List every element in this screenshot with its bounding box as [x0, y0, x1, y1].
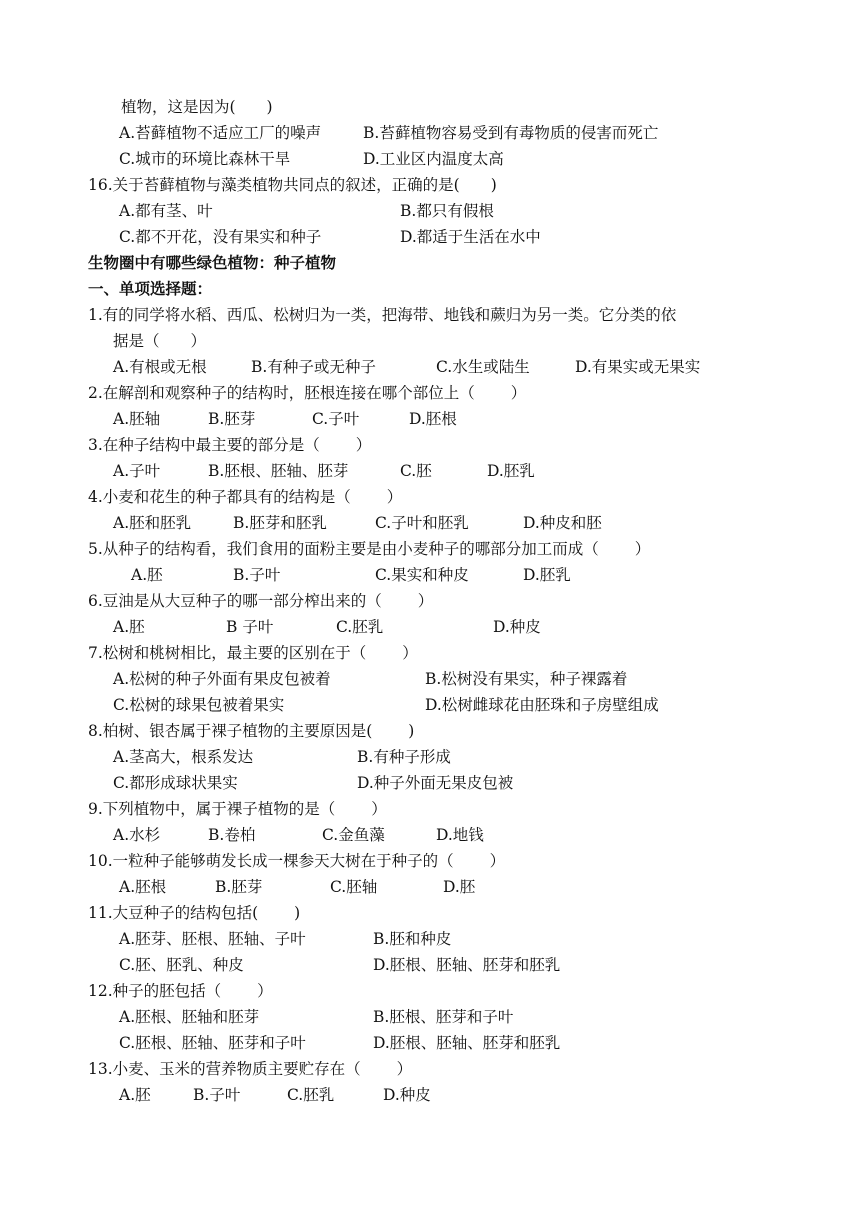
q5-option-d: D.胚乳	[523, 566, 571, 584]
q2-option-a: A.胚轴	[113, 410, 161, 428]
q13-option-d: D.种皮	[383, 1086, 431, 1104]
q15-option-d: D.工业区内温度太高	[363, 150, 504, 168]
q2-stem: 2.在解剖和观察种子的结构时，胚根连接在哪个部位上（ ）	[88, 384, 527, 402]
q5-stem: 5.从种子的结构看，我们食用的面粉主要是由小麦种子的哪部分加工而成（ ）	[88, 540, 651, 558]
section-title: 生物圈中有哪些绿色植物：种子植物	[88, 254, 337, 272]
q12-option-c: C.胚根、胚轴、胚芽和子叶	[119, 1034, 306, 1052]
q16-stem: 16.关于苔藓植物与藻类植物共同点的叙述，正确的是( )	[88, 176, 497, 194]
q15-option-b: B.苔藓植物容易受到有毒物质的侵害而死亡	[363, 124, 659, 142]
q12-option-a: A.胚根、胚轴和胚芽	[119, 1008, 260, 1026]
q8-option-d: D.种子外面无果皮包被	[357, 774, 514, 792]
q10-option-d: D.胚	[443, 878, 476, 896]
q6-option-a: A.胚	[113, 618, 145, 636]
q4-option-b: B.胚芽和胚乳	[233, 514, 327, 532]
q2-option-d: D.胚根	[409, 410, 457, 428]
q13-option-b: B.子叶	[193, 1086, 241, 1104]
q8-option-b: B.有种子形成	[357, 748, 451, 766]
q1-stem: 1.有的同学将水稻、西瓜、松树归为一类，把海带、地钱和蕨归为另一类。它分类的依	[88, 306, 677, 324]
q15-stem-tail: 植物，这是因为( )	[121, 98, 273, 116]
q10-option-c: C.胚轴	[330, 878, 378, 896]
q11-option-a: A.胚芽、胚根、胚轴、子叶	[119, 930, 306, 948]
q9-option-b: B.卷柏	[208, 826, 256, 844]
q3-option-d: D.胚乳	[487, 462, 535, 480]
q11-stem: 11.大豆种子的结构包括( )	[88, 904, 301, 922]
q7-stem: 7.松树和桃树相比，最主要的区别在于（ ）	[88, 644, 418, 662]
q2-option-b: B.胚芽	[208, 410, 256, 428]
q5-option-c: C.果实和种皮	[375, 566, 469, 584]
q8-option-c: C.都形成球状果实	[113, 774, 238, 792]
section-subtitle: 一、单项选择题：	[88, 280, 213, 298]
q13-stem: 13.小麦、玉米的营养物质主要贮存在（ ）	[88, 1060, 413, 1078]
q5-option-a: A.胚	[131, 566, 163, 584]
q9-option-d: D.地钱	[436, 826, 484, 844]
q9-stem: 9.下列植物中，属于裸子植物的是（ ）	[88, 800, 387, 818]
q6-option-b: B 子叶	[226, 618, 274, 636]
q10-option-b: B.胚芽	[215, 878, 263, 896]
q11-option-b: B.胚和种皮	[373, 930, 452, 948]
q12-stem: 12.种子的胚包括（ ）	[88, 982, 273, 1000]
q4-stem: 4.小麦和花生的种子都具有的结构是（ ）	[88, 488, 403, 506]
q1-option-c: C.水生或陆生	[436, 358, 530, 376]
q9-option-c: C.金鱼藻	[322, 826, 385, 844]
q15-option-a: A.苔藓植物不适应工厂的噪声	[119, 124, 322, 142]
q9-option-a: A.水杉	[113, 826, 161, 844]
q12-option-b: B.胚根、胚芽和子叶	[373, 1008, 514, 1026]
q7-option-b: B.松树没有果实，种子裸露着	[425, 670, 628, 688]
q7-option-c: C.松树的球果包被着果实	[113, 696, 285, 714]
q1-option-d: D.有果实或无果实	[575, 358, 701, 376]
q13-option-a: A.胚	[119, 1086, 151, 1104]
q10-stem: 10.一粒种子能够萌发长成一棵参天大树在于种子的（ ）	[88, 852, 506, 870]
q4-option-a: A.胚和胚乳	[113, 514, 192, 532]
q2-option-c: C.子叶	[312, 410, 360, 428]
q8-stem: 8.柏树、银杏属于裸子植物的主要原因是( )	[88, 722, 415, 740]
q16-option-c: C.都不开花，没有果实和种子	[119, 228, 322, 246]
q7-option-a: A.松树的种子外面有果皮包被着	[113, 670, 331, 688]
q6-option-c: C.胚乳	[336, 618, 384, 636]
q15-option-c: C.城市的环境比森林干旱	[119, 150, 291, 168]
q3-stem: 3.在种子结构中最主要的部分是（ ）	[88, 436, 372, 454]
q4-option-d: D.种皮和胚	[523, 514, 602, 532]
q5-option-b: B.子叶	[233, 566, 281, 584]
q1-option-b: B.有种子或无种子	[251, 358, 376, 376]
q11-option-c: C.胚、胚乳、种皮	[119, 956, 244, 974]
q1-option-a: A.有根或无根	[113, 358, 207, 376]
q10-option-a: A.胚根	[119, 878, 167, 896]
q16-option-a: A.都有茎、叶	[119, 202, 213, 220]
q7-option-d: D.松树雌球花由胚珠和子房壁组成	[425, 696, 659, 714]
q13-option-c: C.胚乳	[287, 1086, 335, 1104]
q16-option-d: D.都适于生活在水中	[400, 228, 541, 246]
q6-stem: 6.豆油是从大豆种子的哪一部分榨出来的（ ）	[88, 592, 434, 610]
q1-stem-cont: 据是（ ）	[113, 332, 207, 350]
q4-option-c: C.子叶和胚乳	[375, 514, 469, 532]
q8-option-a: A.茎高大，根系发达	[113, 748, 254, 766]
q3-option-b: B.胚根、胚轴、胚芽	[208, 462, 349, 480]
q3-option-a: A.子叶	[113, 462, 161, 480]
q16-option-b: B.都只有假根	[400, 202, 494, 220]
q3-option-c: C.胚	[400, 462, 432, 480]
q6-option-d: D.种皮	[493, 618, 541, 636]
q12-option-d: D.胚根、胚轴、胚芽和胚乳	[373, 1034, 561, 1052]
q11-option-d: D.胚根、胚轴、胚芽和胚乳	[373, 956, 561, 974]
